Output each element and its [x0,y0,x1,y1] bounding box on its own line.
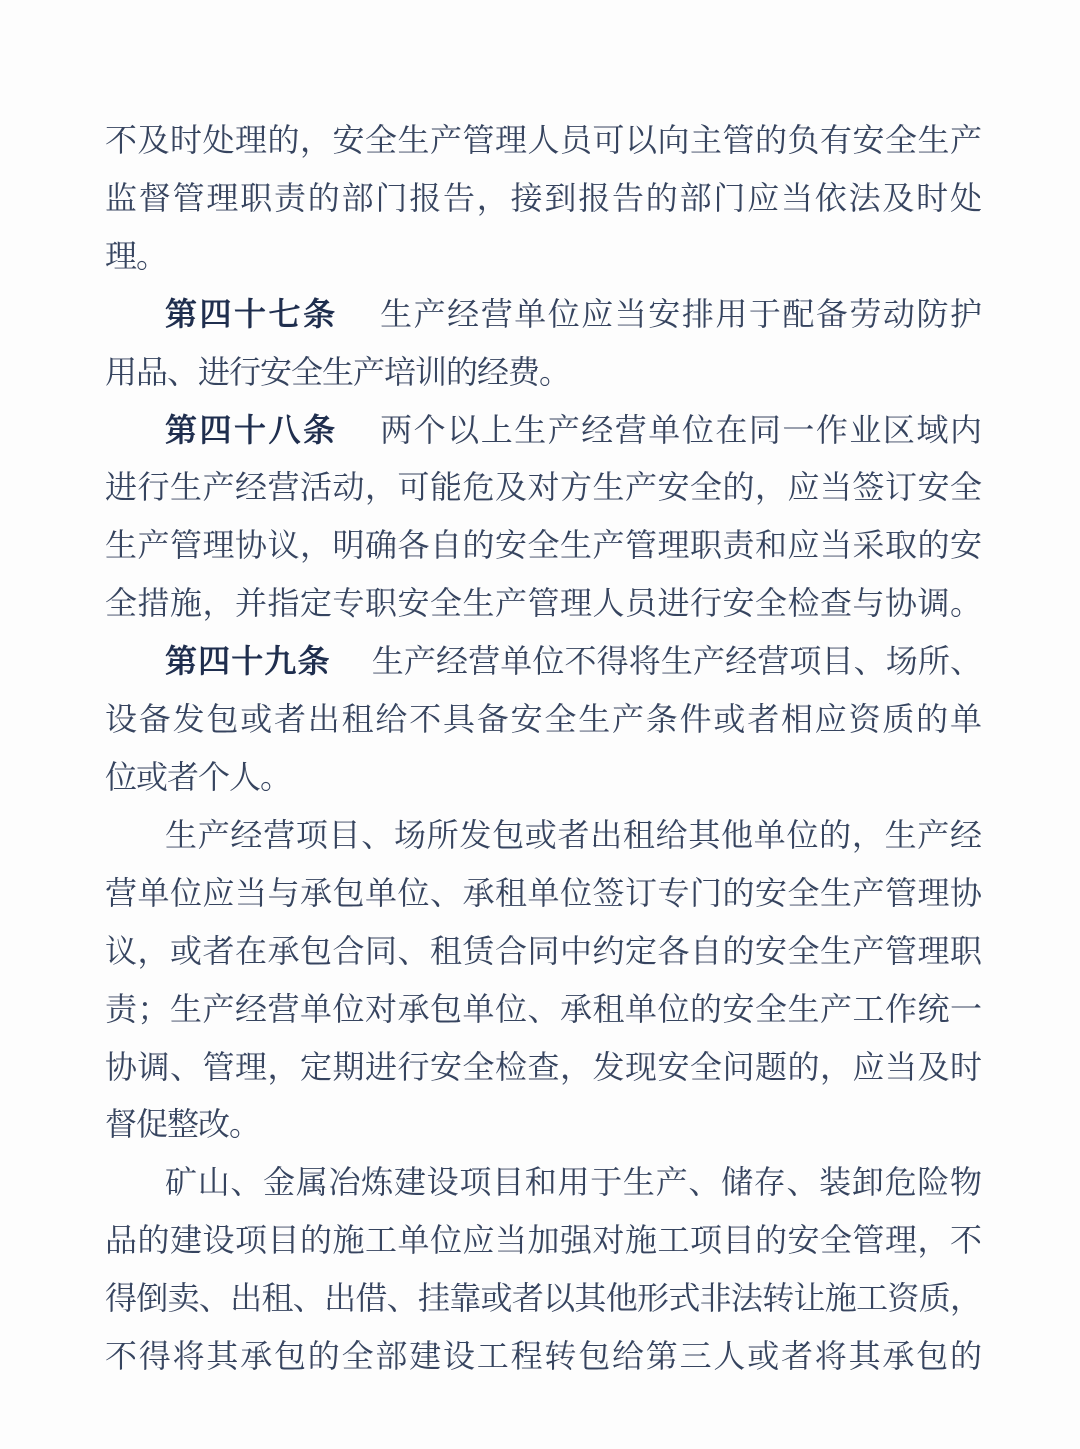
line-text: 监督管理职责的部门报告，接到报告的部门应当依法及时处 [105,179,981,216]
text-line [105,691,981,749]
text-line [105,1212,981,1270]
text-line [105,228,981,286]
line-text: 责；生产经营单位对承包单位、承租单位的安全生产工作统一 [105,990,981,1027]
line-text: 议，或者在承包合同、租赁合同中约定各自的安全生产管理职 [105,932,981,969]
text-line [105,112,981,170]
line-text: 生产经营单位应当安排用于配备劳动防护 [377,295,981,332]
article-number: 第四十七条 [165,295,338,332]
text-line [105,575,981,633]
text-line [105,344,981,402]
text-line [105,1096,981,1154]
line-text: 矿山、金属冶炼建设项目和用于生产、储存、装卸危险物 [165,1164,981,1201]
line-text: 理。 [105,237,168,274]
text-line [105,459,981,517]
line-text: 得倒卖、出租、出借、挂靠或者以其他形式非法转让施工资质， [105,1280,981,1317]
line-text: 不及时处理的，安全生产管理人员可以向主管的负有安全生产 [105,122,981,158]
line-text: 生产经营项目、场所发包或者出租给其他单位的，生产经 [165,816,981,853]
text-line [105,1270,981,1328]
text-line [105,1154,981,1212]
line-text: 设备发包或者出租给不具备安全生产条件或者相应资质的单 [105,701,981,738]
text-line [105,517,981,575]
line-text: 两个以上生产经营单位在同一作业区域内 [377,411,981,448]
line-text: 全措施，并指定专职安全生产管理人员进行安全检查与协调。 [105,585,981,622]
text-block [105,112,981,1386]
line-text: 位或者个人。 [105,758,292,795]
text-line [105,286,981,344]
text-line [105,981,981,1039]
text-line [105,402,981,460]
text-line [105,1039,981,1097]
line-text: 生产管理协议，明确各自的安全生产管理职责和应当采取的安 [105,527,981,564]
line-text: 用品、进行安全生产培训的经费。 [105,353,571,390]
text-line [105,170,981,228]
text-line [105,923,981,981]
line-text: 进行生产经营活动，可能危及对方生产安全的，应当签订安全 [105,469,981,506]
text-line [105,865,981,923]
article-number: 第四十九条 [165,643,331,680]
line-text: 协调、管理，定期进行安全检查，发现安全问题的，应当及时 [105,1048,981,1085]
line-text: 品的建设项目的施工单位应当加强对施工项目的安全管理，不 [105,1222,981,1259]
article-number: 第四十八条 [165,411,338,448]
text-line [105,1328,981,1386]
text-line [105,633,981,691]
line-text: 不得将其承包的全部建设工程转包给第三人或者将其承包的 [105,1338,981,1375]
line-text: 营单位应当与承包单位、承租单位签订专门的安全生产管理协 [105,874,981,911]
text-line [105,807,981,865]
line-text: 督促整改。 [105,1106,261,1143]
line-text: 生产经营单位不得将生产经营项目、场所、 [370,643,981,680]
text-line [105,749,981,807]
